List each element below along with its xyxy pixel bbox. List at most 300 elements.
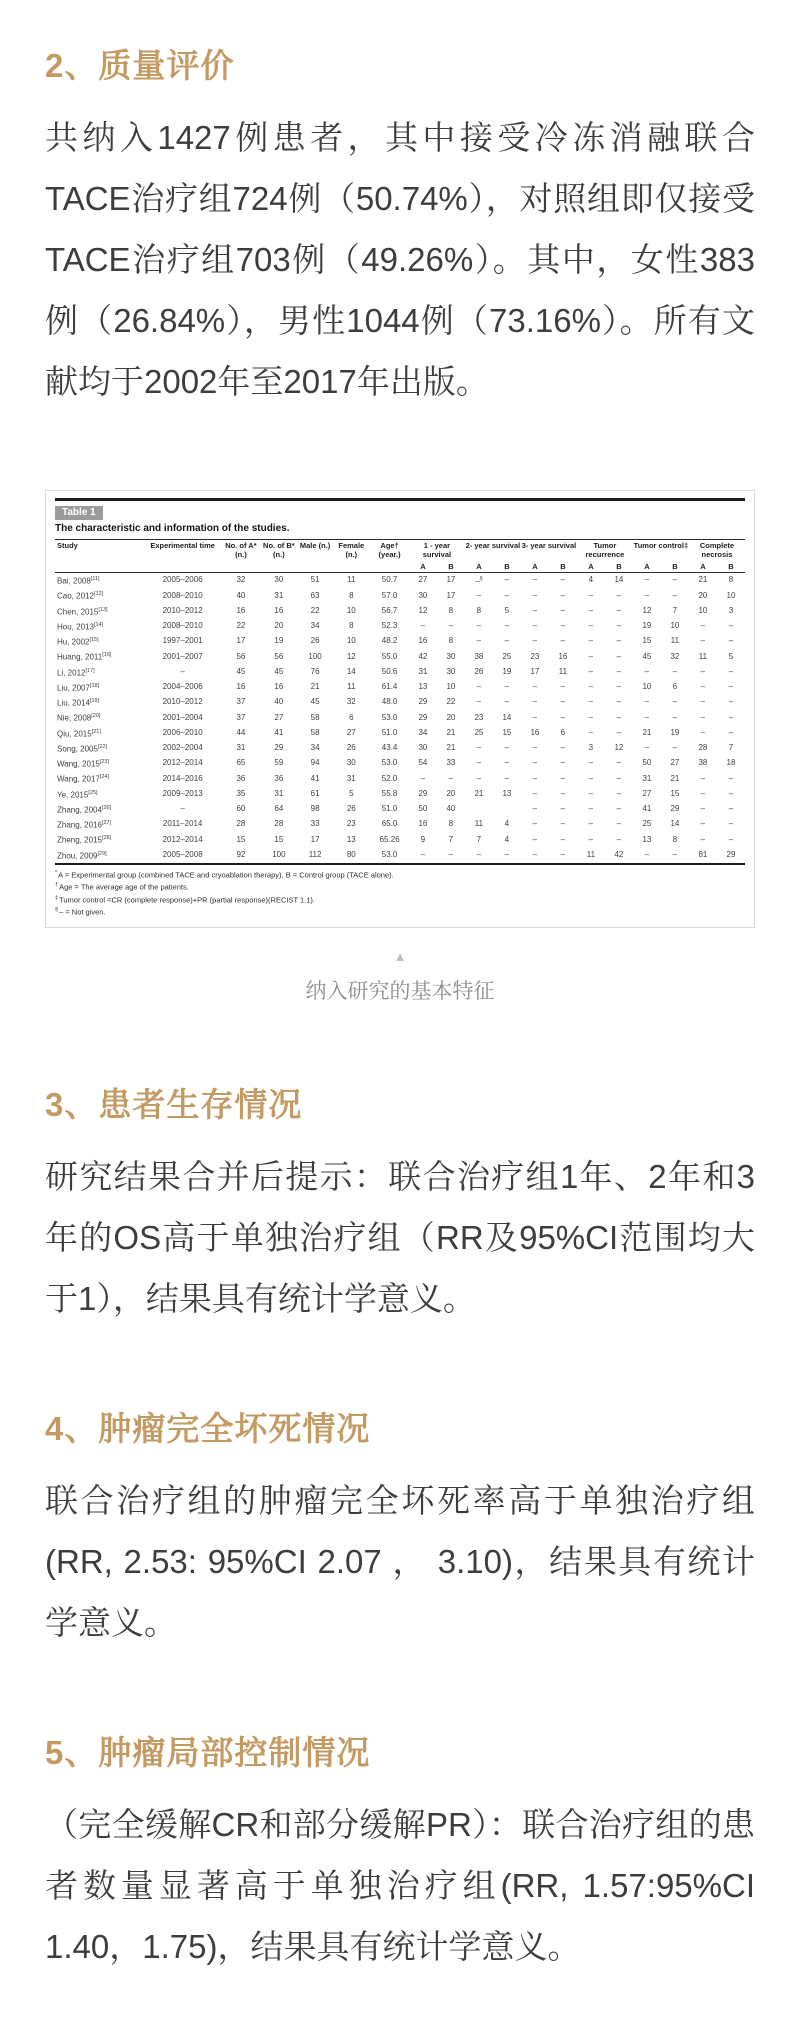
column-subheader: A [588, 561, 594, 571]
table-cell: 8 [448, 819, 454, 829]
study-cell: Ye, 2015[25] [57, 789, 98, 800]
table-cell: 15 [236, 834, 246, 844]
table-cell: 80 [346, 849, 356, 859]
table-cell: 30 [274, 575, 284, 585]
table-row [55, 848, 745, 864]
table-cell: 2012–2014 [162, 834, 203, 844]
table-cell: – [728, 697, 734, 707]
table-cell: – [532, 758, 538, 768]
table-row [55, 695, 745, 710]
table-cell: – [560, 849, 566, 859]
table-cell: 12 [642, 605, 652, 615]
table-cell: 32 [670, 651, 680, 661]
section-local-control [45, 1727, 755, 1977]
table-cell: 16 [530, 727, 540, 737]
table-cell: – [616, 788, 622, 798]
table-row [55, 802, 745, 817]
table-cell: 10 [670, 621, 680, 631]
table-cell: – [448, 773, 454, 783]
table-cell: 23 [474, 712, 484, 722]
table-cell: – [476, 682, 482, 692]
section-heading: 3、患者生存情况 [45, 1085, 303, 1123]
table-cell: 20 [698, 590, 708, 600]
table-cell: 2008–2010 [162, 621, 203, 631]
table-cell: – [532, 605, 538, 615]
column-subheader: B [672, 561, 678, 571]
table-cell: 16 [274, 682, 284, 692]
table-cell: 41 [642, 804, 652, 814]
paragraph: 研究结果合并后提示：联合治疗组1年、2年和3年的OS高于单独治疗组（RR及95%CI范围均大于1），结果具有统计学意义。 [45, 1157, 755, 1317]
table-cell: 7 [448, 834, 454, 844]
table-cell: 11 [558, 666, 568, 676]
table-cell: – [504, 590, 510, 600]
table-cell: – [700, 773, 706, 783]
table-cell: – [644, 743, 650, 753]
table-cell: 19 [670, 727, 680, 737]
table-cell: – [588, 834, 594, 844]
section-quality-evaluation [45, 40, 755, 412]
table-cell: 17 [310, 834, 320, 844]
table-cell: 45 [274, 666, 284, 676]
table-cell: 92 [236, 849, 246, 859]
table-cell: 8 [448, 605, 454, 615]
study-cell: Wang, 2017[24] [57, 774, 110, 785]
table-cell: 9 [420, 834, 426, 844]
table-cell: – [700, 727, 706, 737]
table-cell: 65 [236, 758, 246, 768]
table-cell: 13 [418, 682, 428, 692]
table-cell: – [616, 804, 622, 814]
table-cell: 27 [346, 727, 356, 737]
study-cell: Li, 2012[17] [57, 667, 95, 678]
paragraph: 共纳入1427例患者，其中接受冷冻消融联合TACE治疗组724例（50.74%），对照组即仅接受TACE治疗组703例（49.26%）。其中，女性383例（26.84%），男性1044例（73.16%）。所有文献均于2002年至2017年出版。 [45, 119, 755, 400]
table-cell: 32 [236, 575, 246, 585]
table-cell: – [560, 773, 566, 783]
table-cell: 14 [346, 666, 356, 676]
table-cell: 48.0 [381, 697, 398, 707]
table-cell: 45 [236, 666, 246, 676]
column-subheader: A [420, 561, 426, 571]
table-cell: 6 [672, 682, 678, 692]
table-cell: – [560, 758, 566, 768]
table-cell: – [532, 849, 538, 859]
table-cell: 51 [310, 575, 320, 585]
table-cell: – [700, 621, 706, 631]
table-cell: 56 [274, 651, 284, 661]
table-cell: 76 [310, 666, 320, 676]
table-cell: – [728, 727, 734, 737]
table-cell: 11 [347, 682, 356, 692]
table-cell: 33 [446, 758, 456, 768]
table-cell: – [728, 788, 734, 798]
table-cell: 37 [236, 712, 246, 722]
table-cell: – [560, 605, 566, 615]
table-cell: 19 [274, 636, 284, 646]
table-cell: 29 [726, 849, 736, 859]
table-cell: 31 [642, 773, 652, 783]
table-cell: 30 [346, 758, 356, 768]
table-cell: – [728, 636, 734, 646]
table-cell: 29 [418, 697, 428, 707]
table-cell: – [616, 758, 622, 768]
table-cell: 50 [642, 758, 652, 768]
table-cell: – [644, 697, 650, 707]
table-cell: – [560, 712, 566, 722]
table-cell: – [588, 712, 594, 722]
footnote: *A = Experimental group (combined TACE and cryoablation therapy), B = Control group (TACE alone). [55, 869, 394, 880]
table-cell: – [588, 788, 594, 798]
table-cell: 15 [642, 636, 652, 646]
table-cell: – [700, 697, 706, 707]
table-cell: 5 [728, 651, 734, 661]
table-cell: 20 [274, 621, 284, 631]
table-cell: 36 [274, 773, 284, 783]
table-cell: 25 [474, 727, 484, 737]
table-cell: – [588, 682, 594, 692]
table-cell: – [532, 682, 538, 692]
table-cell: 50.6 [381, 666, 398, 676]
column-subheader: B [728, 561, 734, 571]
table-cell: – [476, 773, 482, 783]
table-cell: 23 [346, 819, 356, 829]
table-cell: – [560, 682, 566, 692]
table-cell: 2012–2014 [162, 758, 203, 768]
table-cell: 29 [670, 804, 680, 814]
table-cell: 8 [349, 621, 354, 631]
table-cell: 10 [346, 605, 356, 615]
table-cell: 18 [726, 758, 736, 768]
table-cell: 50.7 [381, 575, 398, 585]
study-cell: Bai, 2008[11] [57, 576, 100, 586]
table-cell: 34 [310, 743, 320, 753]
table-cell: 21 [446, 727, 456, 737]
column-header: No. of B* (n.) [263, 541, 295, 560]
table-cell: 31 [236, 743, 246, 753]
section-heading: 5、肿瘤局部控制情况 [45, 1733, 371, 1771]
table-cell: 16 [418, 636, 428, 646]
table-cell: 37 [236, 697, 246, 707]
table-cell: – [616, 590, 622, 600]
column-header: No. of A* (n.) [225, 541, 257, 560]
table-cell: – [560, 804, 566, 814]
table-cell: 58 [310, 727, 320, 737]
table-cell: 61.4 [381, 682, 398, 692]
table-cell: 2001–2004 [162, 712, 203, 722]
table-cell: – [700, 682, 706, 692]
table-cell: 11 [474, 819, 484, 829]
table-cell: – [700, 788, 706, 798]
table-cell: 20 [446, 712, 456, 722]
table-row [55, 649, 745, 664]
table-cell: 30 [418, 743, 428, 753]
table-cell: – [532, 743, 538, 753]
table-cell: – [616, 651, 622, 661]
study-cell: Chen, 2015[13] [57, 606, 108, 617]
table-cell: 52.3 [381, 621, 398, 631]
table-cell: 15 [670, 788, 680, 798]
table-cell: 26 [346, 743, 356, 753]
table-cell: – [700, 819, 706, 829]
table-cell: 58 [310, 712, 320, 722]
table-cell: – [728, 712, 734, 722]
table-cell: – [532, 834, 538, 844]
table-cell: 10 [346, 636, 356, 646]
table-cell: – [644, 590, 650, 600]
table-cell: 10 [726, 590, 736, 600]
table-cell: – [616, 666, 622, 676]
table-cell: – [588, 636, 594, 646]
table-cell: 22 [236, 621, 246, 631]
table-cell: – [728, 682, 734, 692]
table-cell: 5 [349, 788, 354, 798]
table-cell: 38 [698, 758, 708, 768]
table-cell: – [532, 788, 538, 798]
table-cell: – [504, 575, 510, 585]
table-cell: – [644, 712, 650, 722]
table-cell: 6 [349, 712, 354, 722]
table-cell: 3 [728, 605, 734, 615]
table-cell: – [700, 804, 706, 814]
table-cell: 21 [446, 743, 456, 753]
table-cell: – [728, 804, 734, 814]
table-cell: 12 [346, 651, 356, 661]
table-cell: 16 [418, 819, 428, 829]
table-cell: 10 [446, 682, 456, 692]
table-cell: – [728, 666, 734, 676]
table-cell: 45 [310, 697, 320, 707]
table-cell: 19 [642, 621, 652, 631]
column-header: Study [57, 541, 78, 550]
table-cell: – [672, 712, 678, 722]
table-cell: 41 [310, 773, 320, 783]
table-cell: 31 [418, 666, 428, 676]
table-row [55, 573, 745, 589]
table-cell: 21 [642, 727, 652, 737]
table-cell: 2009–2013 [162, 788, 203, 798]
table-cell: 63 [310, 590, 320, 600]
table-cell: 42 [614, 849, 624, 859]
table-cell: 59 [274, 758, 284, 768]
table-cell: 16 [274, 605, 284, 615]
table-cell: – [616, 682, 622, 692]
column-subheader: A [476, 561, 482, 571]
table-cell: 94 [310, 758, 320, 768]
column-header: Age† (year.) [378, 541, 401, 560]
study-cell: Zhang, 2004[26] [57, 804, 112, 815]
table-cell: – [560, 819, 566, 829]
table-cell: 12 [418, 605, 428, 615]
footnote: †Age = The average age of the patients. [55, 882, 189, 892]
column-header: Female (n.) [338, 541, 365, 560]
table-cell: 6 [560, 727, 566, 737]
table-cell: – [420, 621, 426, 631]
table-cell: 2001–2007 [162, 651, 203, 661]
table-cell: 34 [310, 621, 320, 631]
table-row [55, 619, 745, 634]
table-cell: 8 [476, 605, 482, 615]
table-label-badge: Table 1 [55, 506, 103, 520]
table-cell: – [588, 590, 594, 600]
table-row [55, 756, 745, 771]
table-cell: 23 [530, 651, 540, 661]
table-cell: 21 [698, 575, 708, 585]
table-cell: – [532, 712, 538, 722]
column-subheader: B [616, 561, 622, 571]
study-cell: Qiu, 2015[21] [57, 728, 101, 739]
table-cell: 25 [642, 819, 652, 829]
table-cell: – [504, 621, 510, 631]
table-cell: – [180, 666, 185, 676]
study-cell: Wang, 2015[23] [57, 759, 110, 769]
table-cell [493, 802, 521, 817]
table-cell: 55.0 [381, 651, 398, 661]
table-cell: 40 [446, 804, 456, 814]
table-cell: 13 [642, 834, 652, 844]
table-cell: 56 [236, 651, 246, 661]
table-cell: 2005–2006 [162, 575, 203, 585]
table-cell: 13 [346, 834, 356, 844]
column-header: 3- year survival [521, 541, 577, 550]
table-row [55, 817, 745, 832]
table-cell: – [420, 773, 426, 783]
table-cell: – [588, 697, 594, 707]
table-cell: 81 [698, 849, 708, 859]
table-cell: – [588, 621, 594, 631]
table-row [55, 604, 745, 619]
column-subheader: A [700, 561, 706, 571]
table-cell: 51.0 [381, 727, 398, 737]
table-cell: – [588, 666, 594, 676]
table-cell: – [728, 621, 734, 631]
table-cell: – [616, 773, 622, 783]
studies-table [55, 539, 745, 865]
study-cell: Liu, 2014[19] [57, 698, 100, 708]
table-cell: 22 [446, 697, 456, 707]
table-cell: 28 [698, 743, 708, 753]
table-cell: – [532, 575, 538, 585]
table-cell: 4 [504, 819, 510, 829]
table-cell: – [616, 834, 622, 844]
table-cell: – [616, 636, 622, 646]
table-cell: – [476, 697, 482, 707]
table-cell: 2011–2014 [162, 819, 203, 829]
table-cell: – [504, 849, 510, 859]
table-cell: 19 [502, 666, 512, 676]
table-cell: – [700, 666, 706, 676]
table-cell: – [560, 834, 566, 844]
table-cell: 1997–2001 [162, 636, 203, 646]
table-cell: 30 [418, 590, 428, 600]
table-cell: 2010–2012 [162, 605, 203, 615]
table-cell: – [672, 697, 678, 707]
table-cell: – [476, 621, 482, 631]
table-cell: 11 [586, 849, 596, 859]
table-cell: 26 [310, 636, 320, 646]
table-cell: 2005–2008 [162, 849, 203, 859]
table-row [55, 832, 745, 847]
table-cell: 7 [672, 605, 678, 615]
table-cell: – [588, 727, 594, 737]
table-cell: – [532, 636, 538, 646]
table-cell: 2014–2016 [162, 773, 203, 783]
column-header: Tumor control‡ [633, 541, 689, 550]
table-row [55, 771, 745, 786]
table-cell: 27 [642, 788, 652, 798]
table-row [55, 588, 745, 603]
table-cell: 48.2 [381, 636, 398, 646]
table-cell: 7 [728, 743, 734, 753]
column-subheader: B [504, 561, 510, 571]
table-cell: 29 [418, 712, 428, 722]
table-cell: 11 [670, 636, 680, 646]
table-cell: 38 [474, 651, 484, 661]
table-cell: 28 [274, 819, 284, 829]
table-cell: 4 [504, 834, 510, 844]
section-complete-necrosis [45, 1403, 755, 1653]
table-row [55, 726, 745, 741]
study-cell: Cao, 2012[12] [57, 591, 104, 602]
table-cell: 22 [310, 605, 320, 615]
study-cell: Song, 2005[22] [57, 743, 108, 754]
study-cell: Hou, 2013[14] [57, 621, 104, 632]
studies-table-figure [45, 490, 755, 928]
table-cell: 56.7 [381, 605, 398, 615]
table-cell: 27 [670, 758, 680, 768]
table-cell: 12 [614, 743, 624, 753]
table-cell: 29 [274, 743, 284, 753]
table-cell: 45 [642, 651, 652, 661]
table-cell: – [504, 773, 510, 783]
table-cell: 11 [347, 575, 356, 585]
table-cell: 21 [474, 788, 484, 798]
table-cell: – [588, 758, 594, 768]
table-cell: 25 [502, 651, 512, 661]
table-cell: – [588, 605, 594, 615]
section-patient-survival [45, 1079, 755, 1329]
table-cell: 3 [588, 743, 594, 753]
column-header: Tumor recurrence [585, 541, 625, 560]
table-cell: 2008–2010 [162, 590, 203, 600]
table-cell: – [532, 590, 538, 600]
table-cell: 30 [446, 666, 456, 676]
table-cell: – [616, 727, 622, 737]
table-row [55, 680, 745, 695]
table-cell: 11 [698, 651, 708, 661]
table-cell: 10 [698, 605, 708, 615]
table-cell: 21 [670, 773, 680, 783]
table-cell: 2006–2010 [162, 727, 203, 737]
table-cell: 16 [236, 682, 246, 692]
table-cell: 42 [418, 651, 428, 661]
table-cell: – [448, 621, 454, 631]
table-cell: 50 [418, 804, 428, 814]
table-caption: The characteristic and information of the studies. [55, 523, 290, 534]
table-cell: 10 [642, 682, 652, 692]
table-cell: – [476, 849, 482, 859]
table-cell: 2002–2004 [162, 743, 203, 753]
table-row [55, 665, 745, 680]
table-cell: 16 [558, 651, 568, 661]
column-subheader: B [448, 561, 454, 571]
table-cell: 14 [502, 712, 512, 722]
table-cell: 2010–2012 [162, 697, 203, 707]
table-cell: – [560, 636, 566, 646]
column-header: 2- year survival [465, 541, 521, 550]
study-cell: Zhang, 2016[27] [57, 820, 112, 830]
table-cell: 57.0 [381, 590, 398, 600]
table-cell: 8 [728, 575, 734, 585]
table-row [55, 787, 745, 802]
